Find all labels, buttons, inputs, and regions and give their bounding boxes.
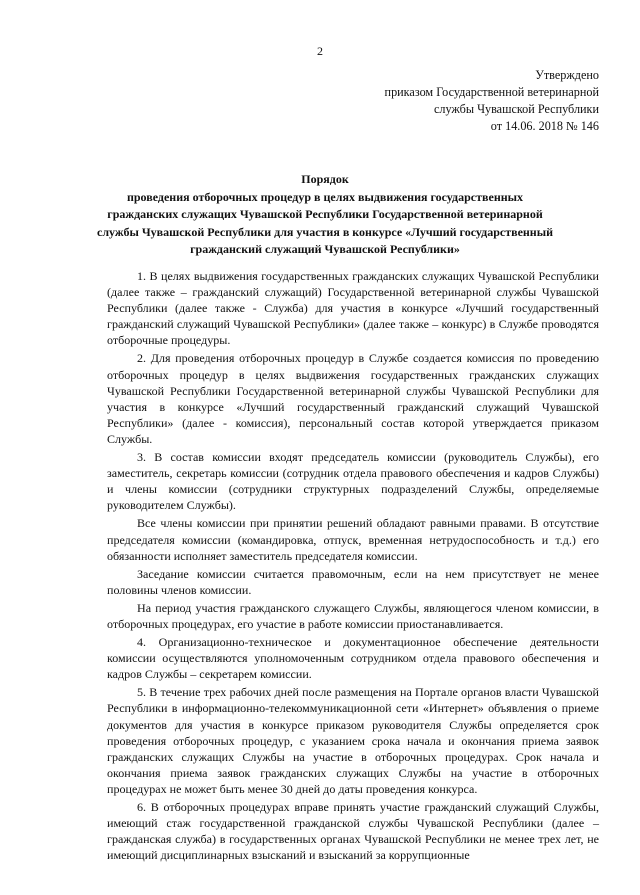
paragraph-6: На период участия гражданского служащего Службы, являющегося членом комиссии, в отборочных процедурах, его участие в работе комиссии приостанавливается.: [107, 600, 599, 631]
paragraph-1: 1. В целях выдвижения государственных гражданских служащих Чувашской Республики (далее также – гражданский служащий) Государственной ветеринарной службы Чувашской Республики (далее также - Служба) для участия в конкурсе «Лучший государственный гражданский служащий Чувашской Республики» (далее также – конкурс) в Службе проводятся отборочные процедуры.: [107, 269, 599, 348]
title-line-1: проведения отборочных процедур в целях выдвижения государственных: [126, 189, 524, 204]
approval-line-2: приказом Государственной ветеринарной: [384, 85, 599, 99]
approval-line-3: службы Чувашской Республики: [433, 102, 599, 116]
approval-line-4: от 14.06. 2018 № 146: [490, 119, 599, 133]
paragraph-9: 6. В отборочных процедурах вправе принять участие гражданский служащий Службы, имеющий стаж государственной гражданской службы Чувашской Республики (далее – гражданская служба) в государственных органах Чувашской Республики не менее трех лет, не имеющий дисциплинарных взысканий и взысканий за коррупционные: [107, 800, 599, 863]
paragraph-4: Все члены комиссии при принятии решений обладают равными правами. В отсутствие председателя комиссии (командировка, отпуск, временная нетрудоспособность и т.д.) его обязанности исполняет заместитель председателя комиссии.: [107, 516, 599, 563]
page-number: 2: [317, 44, 323, 58]
paragraph-2: 2. Для проведения отборочных процедур в Службе создается комиссия по проведению отборочных процедур в целях выдвижения государственных гражданских служащих Чувашской Республики Государственной ветеринарной службы Чувашской Республики для участия в конкурсе «Лучший государственный гражданский служащий Чувашской Республики» (далее - комиссия), персональный состав которой утверждается приказом Службы.: [107, 351, 599, 446]
title-line-2: гражданских служащих Чувашской Республики Государственной ветеринарной: [107, 207, 543, 222]
approval-line-1: Утверждено: [535, 68, 599, 82]
paragraph-3: 3. В состав комиссии входят председатель комиссии (руководитель Службы), его заместитель, секретарь комиссии (сотрудник отдела правового обеспечения и кадров Службы) и члены комиссии (сотрудники структурных подразделений Службы, определяемые руководителем Службы).: [107, 450, 599, 513]
document-body: [107, 268, 599, 865]
document-title: [90, 171, 560, 259]
title-line-3: службы Чувашской Республики для участия в конкурсе «Лучший государственный: [97, 224, 553, 239]
paragraph-7: 4. Организационно-техническое и документационное обеспечение деятельности комиссии осуществляются уполномоченным сотрудником отдела правового обеспечения и кадров Службы – секретарем комиссии.: [107, 635, 599, 682]
title-heading: Порядок: [301, 172, 349, 186]
approval-block: [385, 67, 599, 135]
paragraph-5: Заседание комиссии считается правомочным, если на нем присутствует не менее половины членов комиссии.: [107, 566, 599, 597]
paragraph-8: 5. В течение трех рабочих дней после размещения на Портале органов власти Чувашской Республики в информационно-телекоммуникационной сети «Интернет» объявления о приеме документов для участия в конкурсе приказом руководителя Службы определяется срок проведения отборочных процедур, с указанием срока начала и окончания приема заявок гражданских служащих Службы на участие в отборочных процедурах. Срок начала и окончания приема заявок гражданских служащих Службы на участие в отборочных процедурах не может быть менее 30 дней до даты проведения конкурса.: [107, 685, 599, 796]
title-line-4: гражданский служащий Чувашской Республики»: [190, 242, 460, 257]
